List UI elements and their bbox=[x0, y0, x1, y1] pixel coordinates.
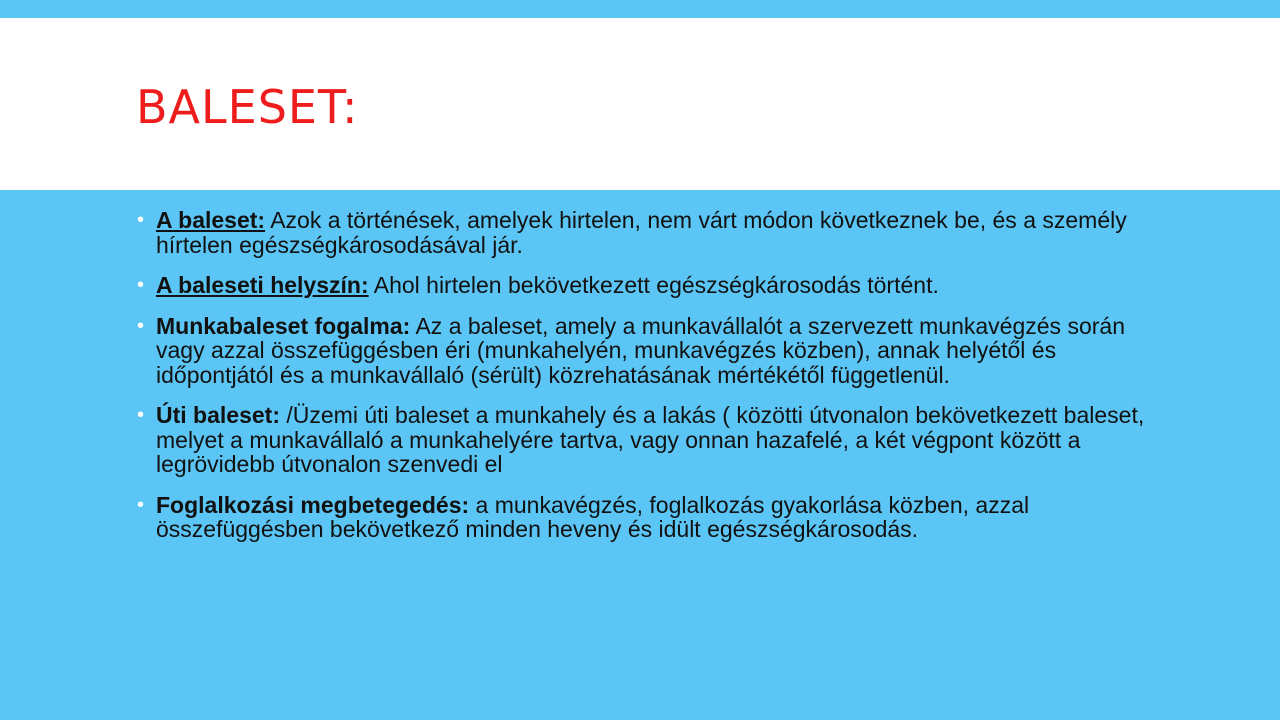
bullet-item-munkabaleset bbox=[136, 314, 1146, 388]
top-accent-strip bbox=[0, 0, 1280, 18]
bullet-item-uti-baleset bbox=[136, 403, 1146, 477]
bullet-dot-icon: • bbox=[137, 314, 145, 337]
bullet-dot-icon: • bbox=[137, 274, 145, 296]
bullet-dot-icon: • bbox=[137, 209, 145, 231]
definition-baleset: Azok a történések, amelyek hirtelen, nem várt módon következnek be, és a személy hírtelen egészségkárosodásával jár. bbox=[156, 207, 1127, 258]
bullet-item-baleseti-helyszin bbox=[136, 273, 1146, 298]
term-baleseti-helyszin: A baleseti helyszín: bbox=[156, 272, 369, 298]
bullet-dot-icon: • bbox=[137, 404, 145, 426]
term-baleset: A baleset: bbox=[156, 207, 266, 233]
slide-title: BALESET: bbox=[136, 80, 359, 134]
definition-munkabaleset: Az a baleset, amely a munkavállalót a szervezett munkavégzés során vagy azzal összefüggésben éri (munkahelyén, munkavégzés közben), annak helyétől és időpontjától és a munkavállaló (sérült) közrehatásának mértékétől függetlenül. bbox=[156, 312, 1125, 388]
definition-uti-baleset: /Üzemi úti baleset a munkahely és a lakás ( közötti útvonalon bekövetkezett baleset, melyet a munkavállaló a munkahelyére tartva, vagy onnan hazafelé, a két végpont között a legrövidebb útvonalon szenvedi el bbox=[156, 402, 1145, 477]
bullet-list bbox=[136, 208, 1146, 558]
bullet-item-baleset bbox=[136, 208, 1146, 257]
title-band bbox=[0, 18, 1280, 190]
bullet-dot-icon: • bbox=[137, 493, 145, 516]
term-foglalkozasi-megbetegedes: Foglalkozási megbetegedés: bbox=[156, 491, 470, 518]
definition-foglalkozasi-megbetegedes: a munkavégzés, foglalkozás gyakorlása közben, azzal összefüggésben bekövetkező minden heveny és idült egészségkárosodás. bbox=[156, 491, 1030, 542]
definition-baleseti-helyszin: Ahol hirtelen bekövetkezett egészségkárosodás történt. bbox=[368, 272, 939, 298]
term-uti-baleset: Úti baleset: bbox=[156, 402, 280, 428]
term-munkabaleset: Munkabaleset fogalma: bbox=[156, 312, 411, 339]
bullet-item-foglalkozasi-megbetegedes bbox=[136, 493, 1146, 542]
